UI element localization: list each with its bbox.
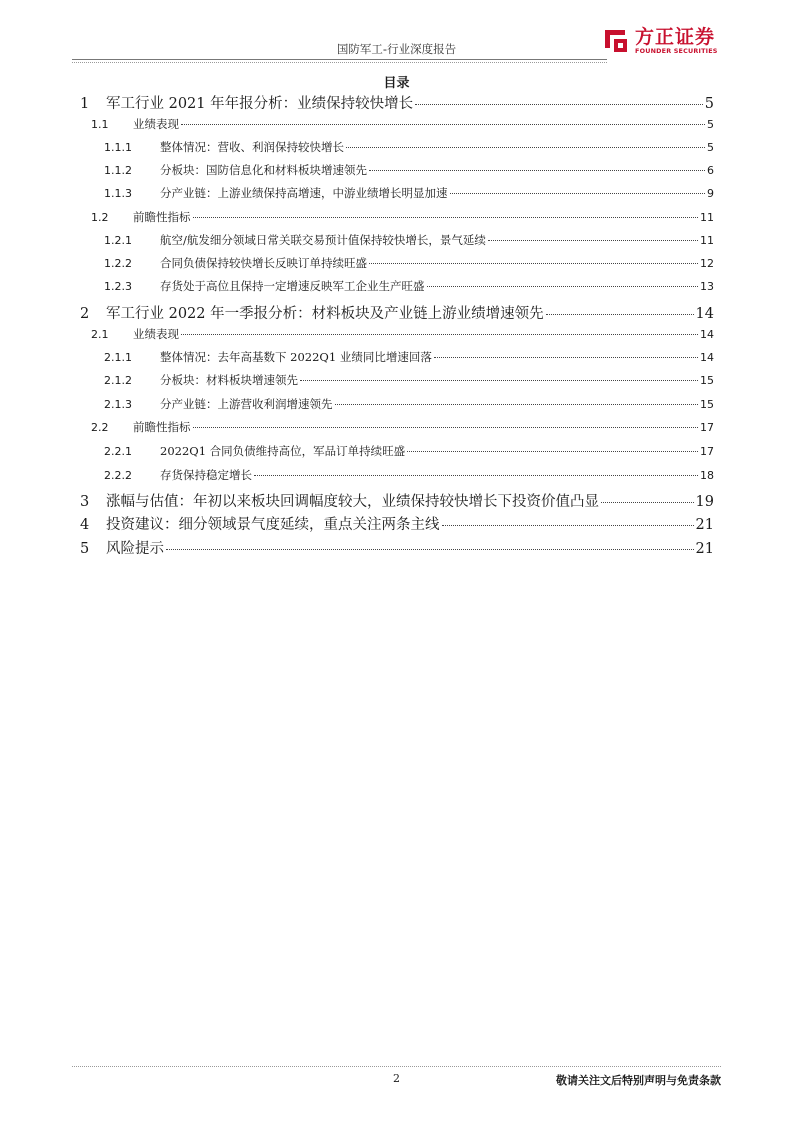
toc-entry[interactable]	[91, 326, 714, 346]
toc-entry-page: 17	[700, 445, 714, 458]
toc-entry-page: 5	[707, 141, 714, 154]
toc-dot-leader	[601, 502, 694, 503]
toc-entry-page: 12	[700, 257, 714, 270]
toc-entry-number: 3	[80, 494, 90, 510]
toc-entry-page: 11	[700, 211, 714, 224]
toc-entry-title: 风险提示	[106, 541, 164, 557]
toc-entry-number: 1.2.3	[104, 280, 132, 293]
toc-entry-title: 业绩表现	[133, 117, 179, 131]
toc-entry-title: 存货处于高位且保持一定增速反映军工企业生产旺盛	[160, 279, 425, 293]
toc-entry-number: 4	[80, 517, 90, 533]
toc-dot-leader	[434, 357, 698, 358]
toc-entry-number: 1.2.1	[104, 234, 132, 247]
toc-dot-leader	[181, 334, 698, 335]
toc-entry[interactable]	[104, 232, 714, 252]
toc-entry-title: 航空/航发细分领域日常关联交易预计值保持较快增长，景气延续	[160, 233, 486, 247]
toc-entry-title: 分产业链：上游营收利润增速领先	[160, 397, 333, 411]
toc-entry[interactable]	[80, 490, 714, 512]
toc-dot-leader	[346, 147, 705, 148]
toc-dot-leader	[488, 240, 698, 241]
header-divider	[72, 59, 607, 60]
toc-entry-number: 2.1	[91, 328, 109, 341]
toc-entry-title: 前瞻性指标	[133, 210, 191, 224]
toc-entry-title: 军工行业 2022 年一季报分析：材料板块及产业链上游业绩增速领先	[106, 306, 544, 322]
founder-logo-icon	[601, 24, 631, 54]
toc-entry-number: 1.2	[91, 211, 109, 224]
toc-entry[interactable]	[104, 443, 714, 463]
toc-entry-number: 1.2.2	[104, 257, 132, 270]
toc-entry[interactable]	[80, 513, 714, 535]
toc-entry[interactable]	[104, 372, 714, 392]
toc-dot-leader	[166, 549, 694, 550]
toc-entry-page: 21	[695, 541, 714, 557]
toc-entry-number: 2.1.1	[104, 351, 132, 364]
disclaimer-note: 敬请关注文后特别声明与免责条款	[556, 1074, 721, 1087]
toc-entry[interactable]	[104, 162, 714, 182]
toc-dot-leader	[369, 170, 705, 171]
toc-entry-number: 1.1.3	[104, 187, 132, 200]
toc-entry[interactable]	[104, 349, 714, 369]
toc-entry-page: 15	[700, 398, 714, 411]
toc-entry-number: 2.1.2	[104, 374, 132, 387]
toc-dot-leader	[369, 263, 698, 264]
report-category: 国防军工-行业深度报告	[336, 42, 457, 56]
toc-entry-page: 15	[700, 374, 714, 387]
toc-dot-leader	[254, 475, 698, 476]
toc-entry-page: 9	[707, 187, 714, 200]
page-number: 2	[393, 1072, 400, 1085]
toc-dot-leader	[546, 314, 694, 315]
toc-entry-title: 涨幅与估值：年初以来板块回调幅度较大，业绩保持较快增长下投资价值凸显	[106, 494, 599, 510]
toc-dot-leader	[300, 380, 698, 381]
toc-entry-number: 1.1.2	[104, 164, 132, 177]
toc-entry-page: 6	[707, 164, 714, 177]
toc-entry-title: 业绩表现	[133, 327, 179, 341]
toc-entry-title: 整体情况：去年高基数下 2022Q1 业绩同比增速回落	[160, 350, 432, 364]
toc-dot-leader	[193, 217, 699, 218]
toc-entry-page: 14	[695, 306, 714, 322]
toc-entry[interactable]	[104, 185, 714, 205]
toc-entry[interactable]	[80, 92, 714, 114]
toc-entry[interactable]	[91, 116, 714, 136]
toc-entry-title: 2022Q1 合同负债维持高位，军品订单持续旺盛	[160, 444, 406, 458]
toc-entry-title: 前瞻性指标	[133, 420, 191, 434]
toc-dot-leader	[415, 104, 703, 105]
toc-entry-title: 军工行业 2021 年年报分析：业绩保持较快增长	[106, 96, 414, 112]
toc-dot-leader	[193, 427, 699, 428]
toc-entry-page: 5	[704, 96, 714, 112]
toc-dot-leader	[181, 124, 705, 125]
toc-entry-page: 14	[700, 328, 714, 341]
toc-dot-leader	[442, 525, 694, 526]
toc-entry-page: 14	[700, 351, 714, 364]
toc-entry-number: 1.1	[91, 118, 109, 131]
toc-entry-title: 整体情况：营收、利润保持较快增长	[160, 140, 344, 154]
toc-entry-number: 1	[80, 96, 90, 112]
toc-entry-title: 分产业链：上游业绩保持高增速，中游业绩增长明显加速	[160, 186, 448, 200]
toc-heading: 目录	[383, 76, 410, 91]
toc-dot-leader	[335, 404, 699, 405]
toc-entry[interactable]	[104, 255, 714, 275]
logo-subtitle: FOUNDER SECURITIES	[635, 47, 718, 55]
toc-entry[interactable]	[91, 419, 714, 439]
toc-entry-page: 5	[707, 118, 714, 131]
toc-entry[interactable]	[104, 278, 714, 298]
toc-entry-title: 存货保持稳定增长	[160, 468, 252, 482]
toc-entry[interactable]	[104, 467, 714, 487]
toc-entry-page: 19	[695, 494, 714, 510]
toc-entry-page: 21	[695, 517, 714, 533]
toc-entry-page: 11	[700, 234, 714, 247]
toc-dot-leader	[450, 193, 706, 194]
toc-entry[interactable]	[104, 139, 714, 159]
toc-dot-leader	[407, 451, 698, 452]
toc-entry[interactable]	[104, 396, 714, 416]
toc-entry-page: 17	[700, 421, 714, 434]
footer-divider	[72, 1066, 721, 1067]
toc-entry[interactable]	[80, 537, 714, 559]
toc-entry[interactable]	[80, 302, 714, 324]
toc-entry-title: 投资建议：细分领域景气度延续，重点关注两条主线	[106, 517, 440, 533]
toc-entry-number: 1.1.1	[104, 141, 132, 154]
header-divider-dotted	[72, 62, 607, 63]
logo-name: 方正证券	[635, 26, 716, 48]
toc-entry-number: 2	[80, 306, 90, 322]
toc-entry-title: 分板块：国防信息化和材料板块增速领先	[160, 163, 367, 177]
toc-entry-page: 13	[700, 280, 714, 293]
toc-entry-number: 5	[80, 541, 90, 557]
toc-entry-title: 合同负债保持较快增长反映订单持续旺盛	[160, 256, 367, 270]
toc-entry[interactable]	[91, 209, 714, 229]
toc-entry-title: 分板块：材料板块增速领先	[160, 373, 298, 387]
toc-dot-leader	[427, 286, 699, 287]
toc-entry-number: 2.2	[91, 421, 109, 434]
toc-entry-number: 2.2.2	[104, 469, 132, 482]
founder-securities-logo	[601, 22, 721, 60]
toc-entry-number: 2.1.3	[104, 398, 132, 411]
toc-entry-page: 18	[700, 469, 714, 482]
toc-entry-number: 2.2.1	[104, 445, 132, 458]
